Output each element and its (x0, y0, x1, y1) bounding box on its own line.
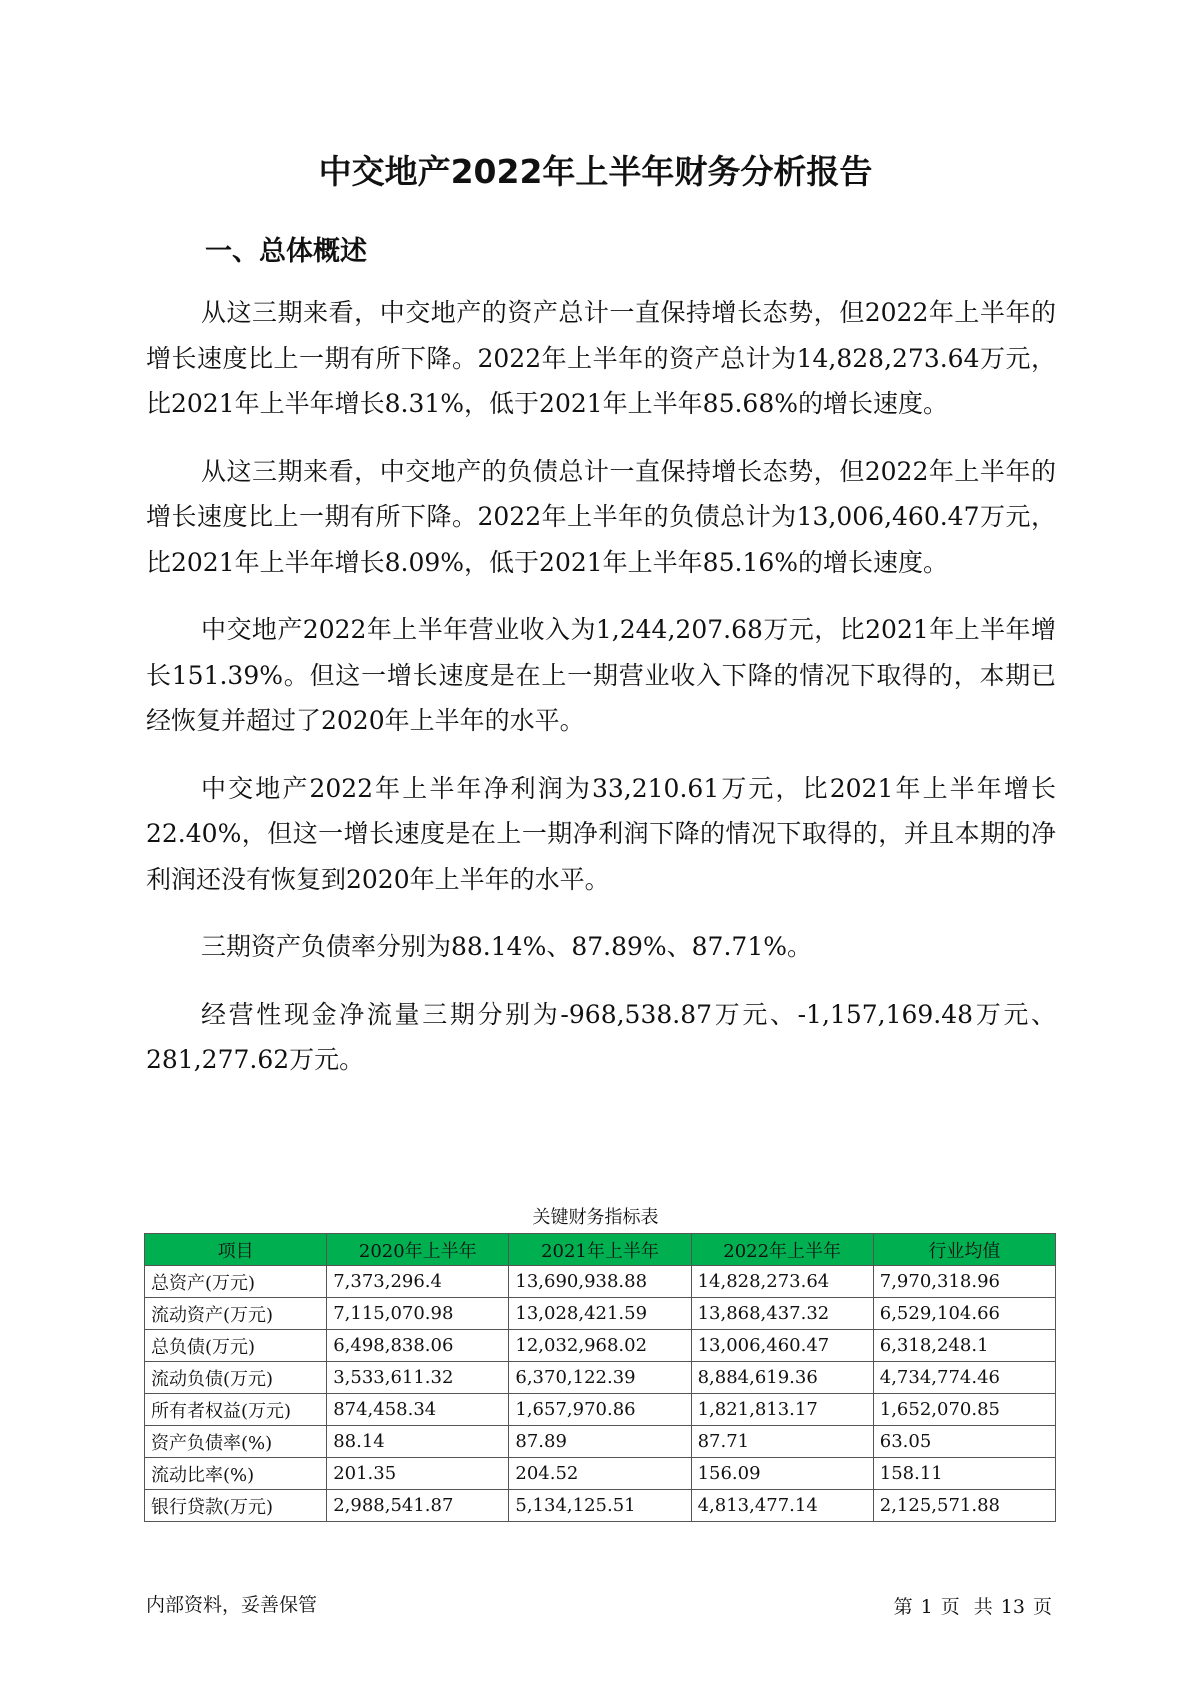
value-cell: 4,734,774.46 (873, 1362, 1055, 1394)
header-cell: 行业均值 (873, 1234, 1055, 1266)
table-row (145, 1458, 1056, 1490)
header-cell: 2021年上半年 (509, 1234, 691, 1266)
table-row (145, 1362, 1056, 1394)
header-cell: 2022年上半年 (691, 1234, 873, 1266)
value-cell: 13,690,938.88 (509, 1266, 691, 1298)
page-prefix: 第 (893, 1596, 913, 1618)
body-text (146, 290, 1056, 1105)
value-cell: 2,125,571.88 (873, 1490, 1055, 1522)
paragraph: 从这三期来看，中交地产的负债总计一直保持增长态势，但2022年上半年的增长速度比上一期有所下降。2022年上半年的负债总计为13,006,460.47万元，比2021年上半年增长8.09%，低于2021年上半年85.16%的增长速度。 (146, 456, 1056, 577)
paragraph: 中交地产2022年上半年净利润为33,210.61万元，比2021年上半年增长22.40%，但这一增长速度是在上一期净利润下降的情况下取得的，并且本期的净利润还没有恢复到2020年上半年的水平。 (146, 773, 1056, 894)
value-cell: 87.89 (509, 1426, 691, 1458)
value-cell: 874,458.34 (327, 1394, 509, 1426)
value-cell: 204.52 (509, 1458, 691, 1490)
paragraph: 中交地产2022年上半年营业收入为1,244,207.68万元，比2021年上半年增长151.39%。但这一增长速度是在上一期营业收入下降的情况下取得的，本期已经恢复并超过了2020年上半年的水平。 (146, 615, 1056, 735)
value-cell: 6,529,104.66 (873, 1298, 1055, 1330)
total-suffix: 页 (1032, 1596, 1052, 1618)
row-label-cell: 所有者权益(万元) (145, 1394, 327, 1426)
row-label-cell: 资产负债率(%) (145, 1426, 327, 1458)
value-cell: 63.05 (873, 1426, 1055, 1458)
financial-indicators-table (144, 1233, 1056, 1522)
value-cell: 5,134,125.51 (509, 1490, 691, 1522)
value-cell: 13,028,421.59 (509, 1298, 691, 1330)
row-label-cell: 流动资产(万元) (145, 1298, 327, 1330)
total-prefix: 共 (973, 1596, 993, 1618)
value-cell: 2,988,541.87 (327, 1490, 509, 1522)
value-cell: 1,652,070.85 (873, 1394, 1055, 1426)
table-header-row (145, 1234, 1056, 1266)
row-label-cell: 流动比率(%) (145, 1458, 327, 1490)
value-cell: 3,533,611.32 (327, 1362, 509, 1394)
value-cell: 13,006,460.47 (691, 1330, 873, 1362)
row-label-cell: 总负债(万元) (145, 1330, 327, 1362)
table-row (145, 1266, 1056, 1298)
table-row (145, 1426, 1056, 1458)
value-cell: 7,373,296.4 (327, 1266, 509, 1298)
value-cell: 13,868,437.32 (691, 1298, 873, 1330)
section-heading: 一、总体概述 (205, 236, 367, 267)
paragraph: 经营性现金净流量三期分别为-968,538.87万元、-1,157,169.48万元、281,277.62万元。 (146, 999, 1056, 1074)
document-title: 中交地产2022年上半年财务分析报告 (318, 152, 873, 191)
value-cell: 12,032,968.02 (509, 1330, 691, 1362)
table-row (145, 1394, 1056, 1426)
value-cell: 1,821,813.17 (691, 1394, 873, 1426)
value-cell: 7,970,318.96 (873, 1266, 1055, 1298)
value-cell: 14,828,273.64 (691, 1266, 873, 1298)
value-cell: 4,813,477.14 (691, 1490, 873, 1522)
value-cell: 88.14 (327, 1426, 509, 1458)
value-cell: 1,657,970.86 (509, 1394, 691, 1426)
footer-confidential-note: 内部资料，妥善保管 (146, 1594, 318, 1616)
page-number: 1 (920, 1596, 933, 1618)
table-row (145, 1330, 1056, 1362)
value-cell: 87.71 (691, 1426, 873, 1458)
value-cell: 156.09 (691, 1458, 873, 1490)
table-caption: 关键财务指标表 (532, 1207, 659, 1228)
total-pages: 13 (1000, 1596, 1025, 1618)
row-label-cell: 银行贷款(万元) (145, 1490, 327, 1522)
header-cell: 项目 (145, 1234, 327, 1266)
table-row (145, 1298, 1056, 1330)
row-label-cell: 流动负债(万元) (145, 1362, 327, 1394)
table-row (145, 1490, 1056, 1522)
row-label-cell: 总资产(万元) (145, 1266, 327, 1298)
value-cell: 6,498,838.06 (327, 1330, 509, 1362)
paragraph: 从这三期来看，中交地产的资产总计一直保持增长态势，但2022年上半年的增长速度比上一期有所下降。2022年上半年的资产总计为14,828,273.64万元，比2021年上半年增长8.31%，低于2021年上半年85.68%的增长速度。 (146, 298, 1056, 418)
value-cell: 7,115,070.98 (327, 1298, 509, 1330)
page-indicator (890, 1592, 1056, 1619)
page-suffix: 页 (940, 1596, 960, 1618)
value-cell: 6,318,248.1 (873, 1330, 1055, 1362)
value-cell: 6,370,122.39 (509, 1362, 691, 1394)
value-cell: 201.35 (327, 1458, 509, 1490)
paragraph: 三期资产负债率分别为88.14%、87.89%、87.71%。 (201, 932, 812, 961)
header-cell: 2020年上半年 (327, 1234, 509, 1266)
value-cell: 158.11 (873, 1458, 1055, 1490)
value-cell: 8,884,619.36 (691, 1362, 873, 1394)
